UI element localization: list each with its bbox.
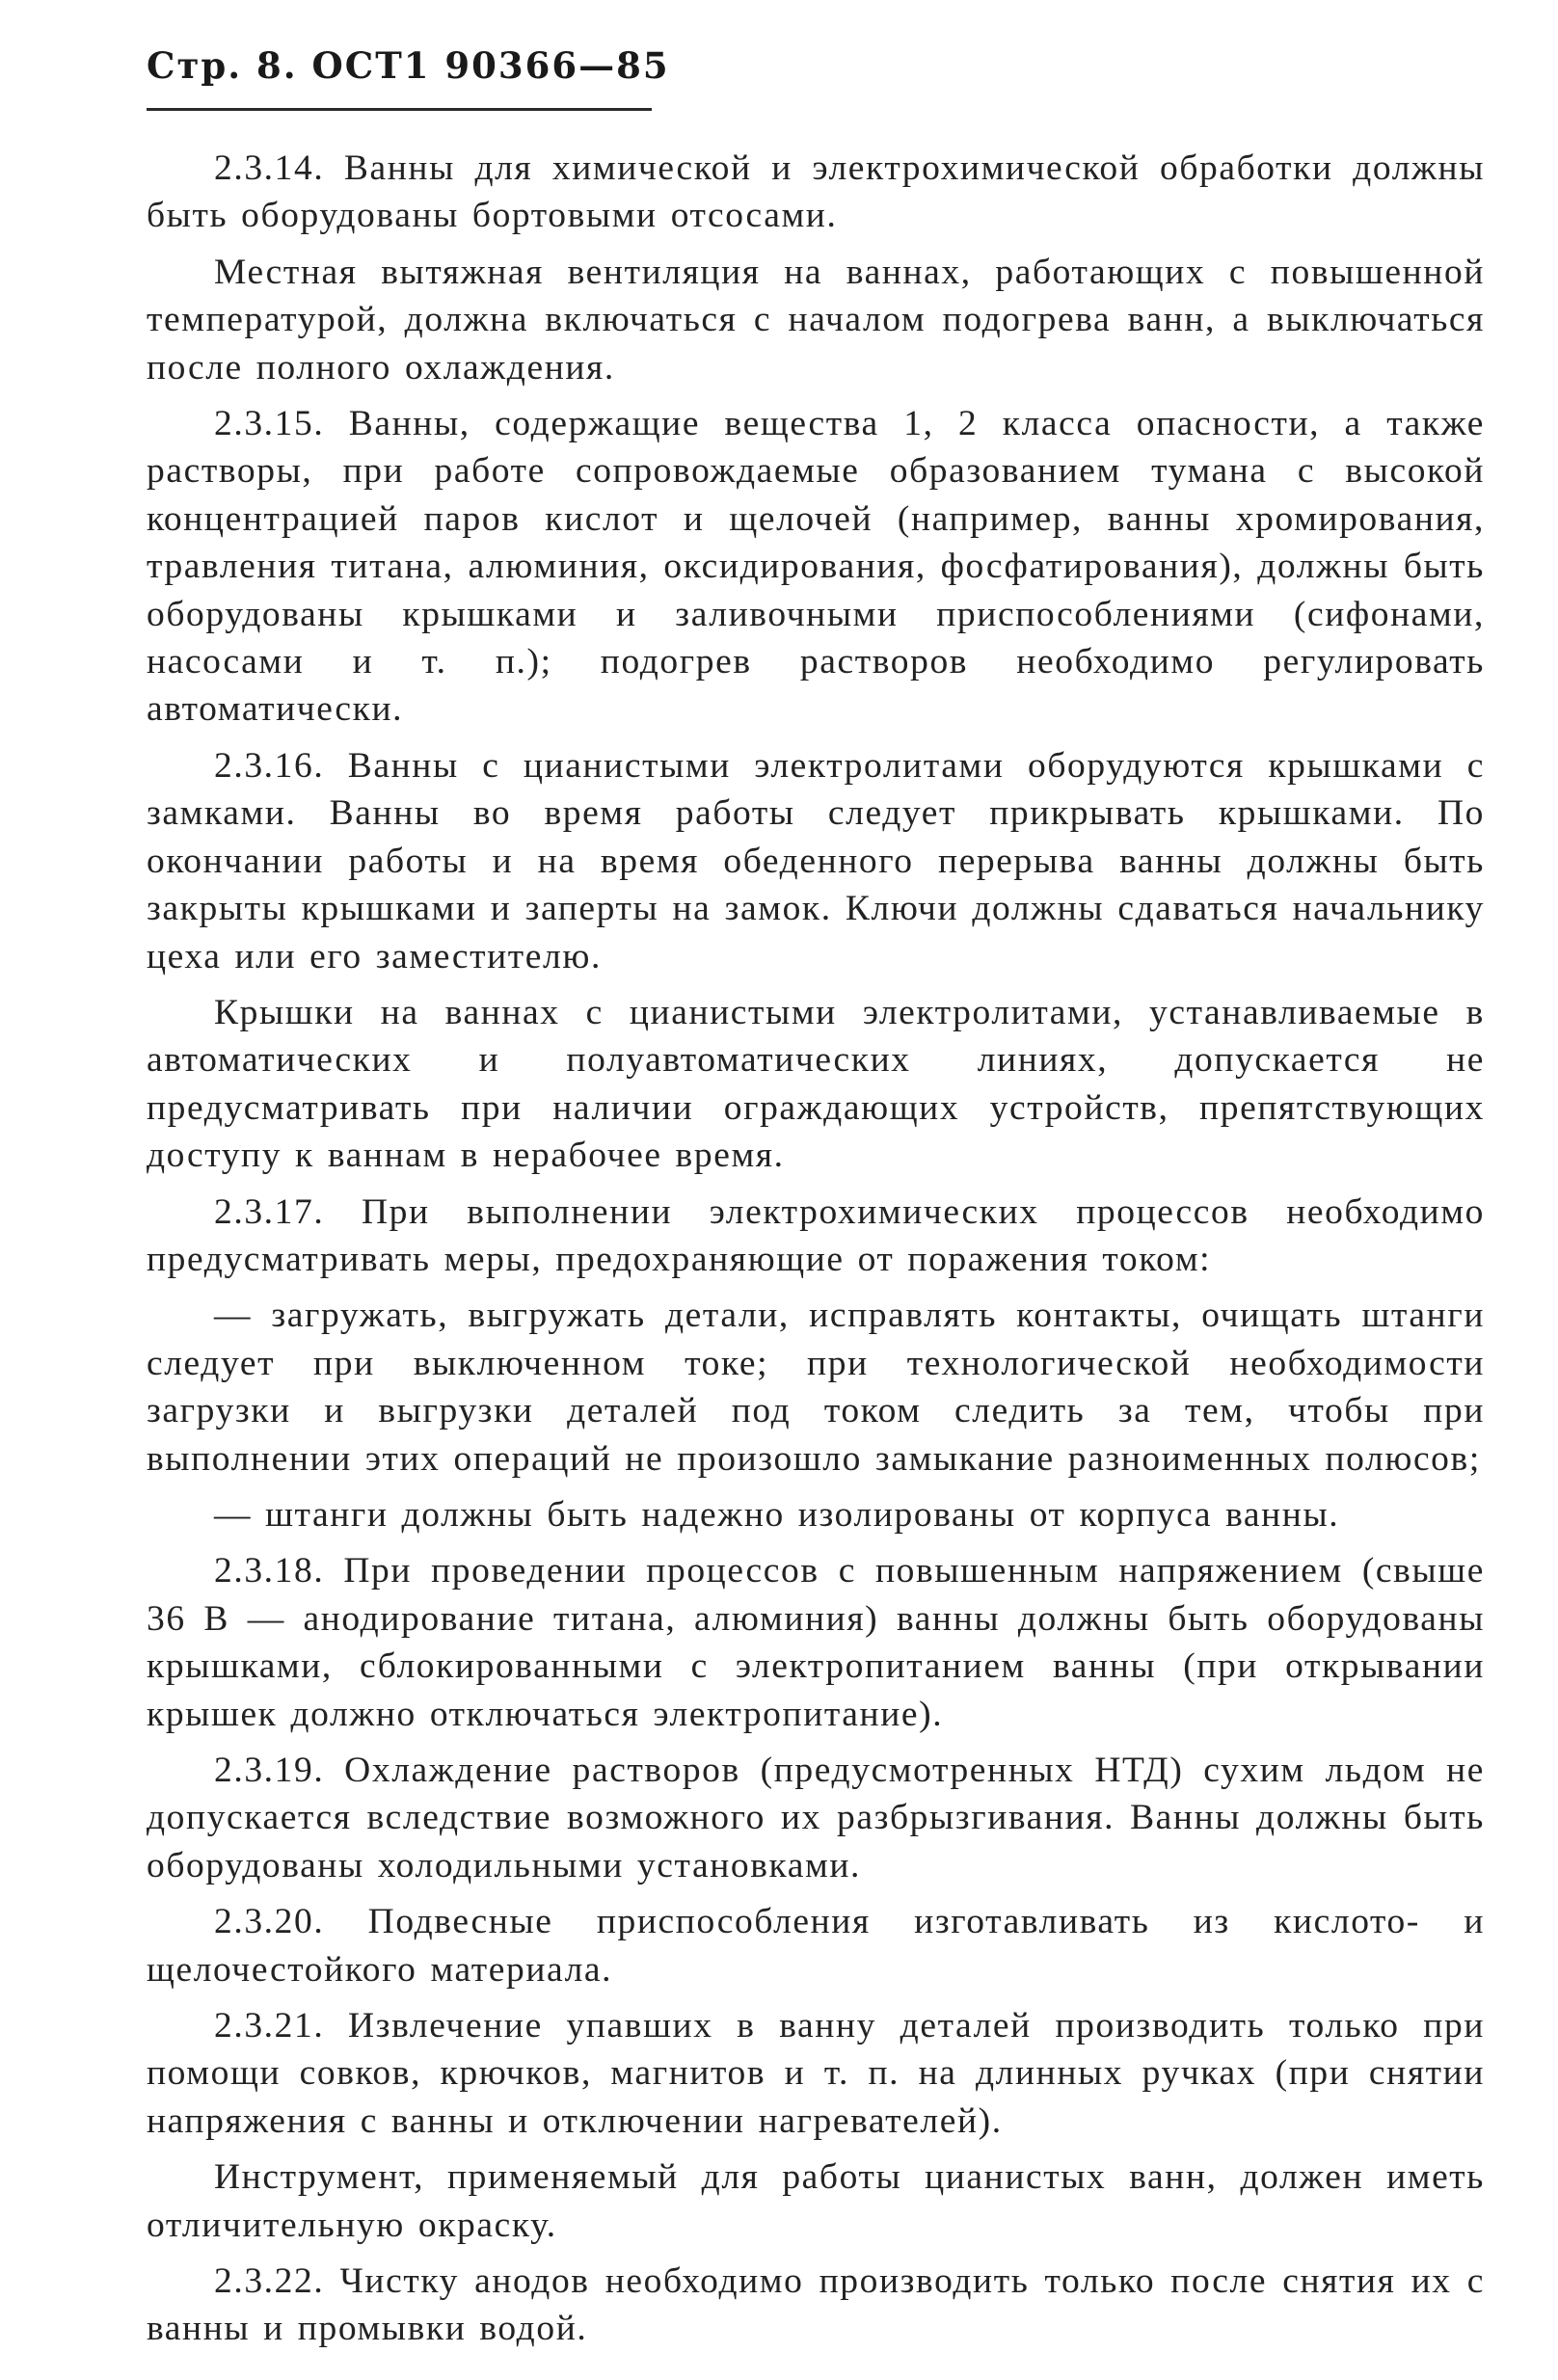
paragraph-local-ventilation: Местная вытяжная вентиляция на ваннах, работающих с повышенной температурой, должна включаться с началом подогрева ванн, а выключаться после полного охлаждения. (147, 252, 1485, 388)
paragraph-2-3-17: 2.3.17. При выполнении электрохимических процессов необходимо предусматривать меры, предохраняющие от поражения током: (147, 1191, 1485, 1279)
paragraph-2-3-22: 2.3.22. Чистку анодов необходимо производить только после снятия их с ванны и промывки водой. (147, 2261, 1485, 2349)
list-item-loading-parts: — загружать, выгружать детали, исправлять контакты, очищать штанги следует при выключенном токе; при технологической необходимости загрузки и выгрузки деталей под током следить за тем, чтобы при выполнении этих операций не произошло замыкание разноименных полюсов; (147, 1296, 1485, 1479)
header-rule (147, 108, 652, 111)
list-item-insulated-rods: — штанги должны быть надежно изолированы от корпуса ванны. (214, 1494, 1340, 1535)
paragraph-2-3-16: 2.3.16. Ванны с цианистыми электролитами оборудуются крышками с замками. Ванны во время работы следует прикрывать крышками. По окончании работы и на время обеденного перерыва ванны должны быть закрыты крышками и заперты на замок. Ключи должны сдаваться начальнику цеха или его заместителю. (147, 745, 1485, 976)
document-body (147, 145, 1485, 2362)
paragraph-cyanide-tools: Инструмент, применяемый для работы цианистых ванн, должен иметь отличительную окраску. (147, 2157, 1485, 2245)
paragraph-2-3-18: 2.3.18. При проведении процессов с повышенным напряжением (свыше 36 В — анодирование титана, алюминия) ванны должны быть оборудованы крышками, сблокированными с электропитанием ванны (при открывании крышек должно отключаться электропитание). (147, 1551, 1485, 1734)
paragraph-cyanide-covers: Крышки на ваннах с цианистыми электролитами, устанавливаемые в автоматических и полуавтоматических линиях, допускается не предусматривать при наличии ограждающих устройств, препятствующих доступу к ваннам в нерабочее время. (147, 992, 1485, 1176)
paragraph-2-3-20: 2.3.20. Подвесные приспособления изготавливать из кислото- и щелочестойкого материала. (147, 1902, 1485, 1990)
paragraph-2-3-21: 2.3.21. Извлечение упавших в ванну деталей производить только при помощи совков, крючков, магнитов и т. п. на длинных ручках (при снятии напряжения с ванны и отключении нагревателей). (147, 2006, 1485, 2141)
paragraph-2-3-15: 2.3.15. Ванны, содержащие вещества 1, 2 класса опасности, а также растворы, при работе сопровождаемые образованием тумана с высокой концентрацией паров кислот и щелочей (например, ванны хромирования, травления титана, алюминия, оксидирования, фосфатирования), должны быть оборудованы крышками и заливочными приспособлениями (сифонами, насосами и т. п.); подогрев растворов необходимо регулировать автоматически. (147, 404, 1485, 730)
paragraph-2-3-19: 2.3.19. Охлаждение растворов (предусмотренных НТД) сухим льдом не допускается вследствие возможного их разбрызгивания. Ванны должны быть оборудованы холодильными установками. (147, 1751, 1485, 1885)
paragraph-2-3-14: 2.3.14. Ванны для химической и электрохимической обработки должны быть оборудованы бортовыми отсосами. (147, 148, 1485, 236)
page-header: Стр. 8. ОСТ1 90366—85 (147, 44, 670, 87)
